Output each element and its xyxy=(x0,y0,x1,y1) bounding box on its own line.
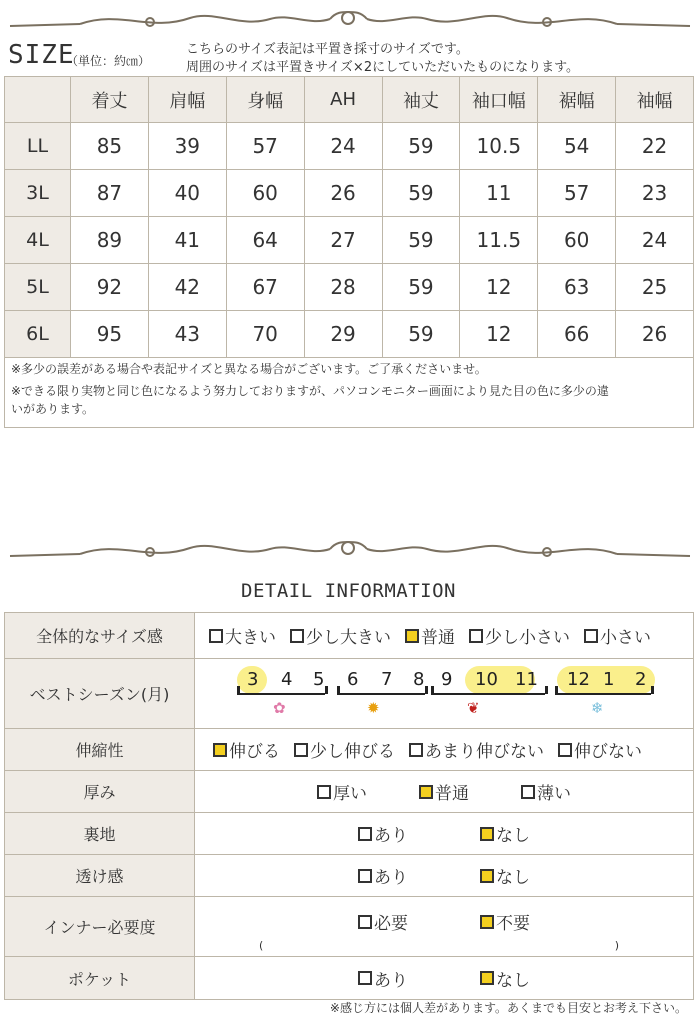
remark-line: ※できる限り実物と同じ色になるよう努力しておりますが、パソコンモニター画面により見た目の色に多少の違 xyxy=(11,384,609,398)
month-label: 4 xyxy=(281,669,293,690)
size-value: 12 xyxy=(460,264,538,311)
size-table xyxy=(4,76,694,358)
footer-note: ※感じ方には個人差があります。あくまでも目安とお考え下さい。 xyxy=(329,1001,687,1015)
checked-box-icon[interactable] xyxy=(480,869,494,883)
size-value: 42 xyxy=(148,264,226,311)
checked-box-icon[interactable] xyxy=(480,971,494,985)
size-value: 59 xyxy=(382,264,460,311)
size-value: 89 xyxy=(71,217,149,264)
paren-left: ( xyxy=(259,939,264,952)
size-row xyxy=(5,217,694,264)
size-value: 63 xyxy=(538,264,616,311)
size-value: 12 xyxy=(460,311,538,358)
detail-label: ポケット xyxy=(5,957,195,999)
option[interactable] xyxy=(358,966,408,991)
unchecked-box-icon[interactable] xyxy=(209,629,223,643)
option-label: 薄い xyxy=(537,784,571,804)
size-title: SIZE xyxy=(8,40,75,70)
detail-row xyxy=(4,658,694,728)
option-label: 少し大きい xyxy=(306,628,391,648)
size-value: 40 xyxy=(148,170,226,217)
size-label: LL xyxy=(5,123,71,170)
unchecked-box-icon[interactable] xyxy=(469,629,483,643)
size-value: 57 xyxy=(538,170,616,217)
remark-line: いがあります。 xyxy=(11,402,95,416)
month-label: 10 xyxy=(475,669,498,690)
option-label: なし xyxy=(496,868,530,888)
detail-row xyxy=(4,812,694,854)
season-tick xyxy=(337,686,340,694)
size-value: 27 xyxy=(304,217,382,264)
option-label: 必要 xyxy=(374,914,408,934)
detail-content xyxy=(195,659,693,728)
month-label: 8 xyxy=(413,669,425,690)
size-value: 59 xyxy=(382,311,460,358)
detail-content xyxy=(195,771,693,812)
detail-label: 厚み xyxy=(5,771,195,812)
unchecked-box-icon[interactable] xyxy=(521,785,535,799)
option[interactable] xyxy=(358,821,408,846)
size-value: 22 xyxy=(616,123,694,170)
size-value: 87 xyxy=(71,170,149,217)
size-value: 11 xyxy=(460,170,538,217)
detail-title: DETAIL INFORMATION xyxy=(241,580,456,602)
option-label: なし xyxy=(496,970,530,991)
size-label: 4L xyxy=(5,217,71,264)
size-value: 43 xyxy=(148,311,226,358)
option-label: なし xyxy=(496,826,530,846)
option[interactable] xyxy=(419,779,469,804)
size-unit: （単位：約㎝） xyxy=(66,54,151,68)
size-value: 60 xyxy=(226,170,304,217)
size-value: 95 xyxy=(71,311,149,358)
option[interactable] xyxy=(294,737,395,762)
size-value: 28 xyxy=(304,264,382,311)
middle-ornament xyxy=(0,534,697,564)
size-value: 29 xyxy=(304,311,382,358)
column-header: 着丈 xyxy=(71,77,149,123)
month-label: 3 xyxy=(247,669,259,690)
size-value: 92 xyxy=(71,264,149,311)
month-label: 9 xyxy=(441,669,453,690)
corner-cell xyxy=(5,77,71,123)
season-tick xyxy=(325,686,328,694)
option[interactable] xyxy=(317,779,367,804)
season-tick xyxy=(431,686,434,694)
detail-label: ベストシーズン(月) xyxy=(5,659,195,728)
size-value: 41 xyxy=(148,217,226,264)
column-header: 身幅 xyxy=(226,77,304,123)
detail-label: 裏地 xyxy=(5,813,195,854)
option-label: 伸びる xyxy=(229,742,280,762)
option-label: 伸びない xyxy=(574,742,642,762)
size-row xyxy=(5,311,694,358)
size-row xyxy=(5,170,694,217)
season-line xyxy=(555,693,651,695)
month-label: 5 xyxy=(313,669,325,690)
checked-box-icon[interactable] xyxy=(405,629,419,643)
unchecked-box-icon[interactable] xyxy=(290,629,304,643)
unchecked-box-icon[interactable] xyxy=(584,629,598,643)
size-note-2: 周囲のサイズは平置きサイズ×2にしていただいたものになります。 xyxy=(186,60,580,75)
column-header: AH xyxy=(304,77,382,123)
checked-box-icon[interactable] xyxy=(480,827,494,841)
option[interactable] xyxy=(405,623,455,648)
detail-content xyxy=(195,897,693,956)
option-label: あり xyxy=(374,868,408,888)
option[interactable] xyxy=(358,909,408,934)
column-header: 袖丈 xyxy=(382,77,460,123)
size-value: 59 xyxy=(382,170,460,217)
option-label: あり xyxy=(374,826,408,846)
season-line xyxy=(337,693,425,695)
month-label: 11 xyxy=(515,669,538,690)
size-value: 60 xyxy=(538,217,616,264)
paren-right: ) xyxy=(614,939,619,952)
detail-content xyxy=(195,957,693,999)
option-label: 少し伸びる xyxy=(310,742,395,762)
size-value: 23 xyxy=(616,170,694,217)
size-value: 64 xyxy=(226,217,304,264)
detail-row xyxy=(4,854,694,896)
season-tick xyxy=(425,686,428,694)
option-label: あまり伸びない xyxy=(425,742,544,762)
size-value: 54 xyxy=(538,123,616,170)
option[interactable] xyxy=(558,737,642,762)
checked-box-icon[interactable] xyxy=(213,743,227,757)
detail-content xyxy=(195,855,693,896)
option[interactable] xyxy=(469,623,570,648)
size-label: 6L xyxy=(5,311,71,358)
option-label: 小さい xyxy=(600,628,651,648)
size-remarks xyxy=(4,354,694,428)
unchecked-box-icon[interactable] xyxy=(358,869,372,883)
size-value: 26 xyxy=(304,170,382,217)
size-value: 70 xyxy=(226,311,304,358)
option-label: 普通 xyxy=(421,628,455,648)
unchecked-box-icon[interactable] xyxy=(558,743,572,757)
option[interactable] xyxy=(209,623,276,648)
month-label: 7 xyxy=(381,669,393,690)
detail-label: インナー必要度 xyxy=(5,897,195,956)
size-table-header-row xyxy=(5,77,694,123)
option[interactable] xyxy=(521,779,571,804)
detail-row xyxy=(4,728,694,770)
detail-label: 全体的なサイズ感 xyxy=(5,613,195,658)
season-line xyxy=(237,693,325,695)
column-header: 袖幅 xyxy=(616,77,694,123)
season-timeline xyxy=(195,659,693,728)
size-value: 66 xyxy=(538,311,616,358)
unchecked-box-icon[interactable] xyxy=(358,827,372,841)
snowflake-icon: ❄ xyxy=(591,699,604,717)
unchecked-box-icon[interactable] xyxy=(409,743,423,757)
option[interactable] xyxy=(480,909,530,934)
option[interactable] xyxy=(290,623,391,648)
option[interactable] xyxy=(480,966,530,991)
option[interactable] xyxy=(480,863,530,888)
size-label: 5L xyxy=(5,264,71,311)
unchecked-box-icon[interactable] xyxy=(358,971,372,985)
size-value: 10.5 xyxy=(460,123,538,170)
detail-label: 透け感 xyxy=(5,855,195,896)
size-row xyxy=(5,123,694,170)
size-value: 59 xyxy=(382,217,460,264)
season-tick xyxy=(545,686,548,694)
top-ornament xyxy=(0,4,697,34)
maple-leaf-icon: ❦ xyxy=(467,699,480,717)
size-value: 11.5 xyxy=(460,217,538,264)
option-label: あり xyxy=(374,970,408,991)
season-tick xyxy=(237,686,240,694)
size-value: 57 xyxy=(226,123,304,170)
detail-content xyxy=(195,729,693,770)
sunflower-icon: ✹ xyxy=(367,699,380,717)
option[interactable] xyxy=(584,623,651,648)
size-value: 59 xyxy=(382,123,460,170)
size-value: 39 xyxy=(148,123,226,170)
remark-line: ※多少の誤差がある場合や表記サイズと異なる場合がございます。ご了承くださいませ。 xyxy=(11,362,487,376)
size-value: 24 xyxy=(616,217,694,264)
option[interactable] xyxy=(480,821,530,846)
size-value: 25 xyxy=(616,264,694,311)
month-label: 6 xyxy=(347,669,359,690)
month-label: 12 xyxy=(567,669,590,690)
detail-content xyxy=(195,813,693,854)
option[interactable] xyxy=(213,737,280,762)
option-label: 不要 xyxy=(496,914,530,934)
option[interactable] xyxy=(409,737,544,762)
season-line xyxy=(431,693,545,695)
checked-box-icon[interactable] xyxy=(419,785,433,799)
size-note-1: こちらのサイズ表記は平置き採寸のサイズです。 xyxy=(186,42,469,57)
column-header: 肩幅 xyxy=(148,77,226,123)
month-label: 1 xyxy=(603,669,615,690)
detail-row xyxy=(4,896,694,956)
size-value: 26 xyxy=(616,311,694,358)
checked-box-icon[interactable] xyxy=(480,915,494,929)
option-label: 厚い xyxy=(333,784,367,804)
detail-content xyxy=(195,613,693,658)
detail-row xyxy=(4,770,694,812)
season-tick xyxy=(651,686,654,694)
size-value: 24 xyxy=(304,123,382,170)
detail-label: 伸縮性 xyxy=(5,729,195,770)
option-label: 少し小さい xyxy=(485,628,570,648)
month-label: 2 xyxy=(635,669,647,690)
unchecked-box-icon[interactable] xyxy=(317,785,331,799)
sakura-icon: ✿ xyxy=(273,699,286,717)
detail-row xyxy=(4,956,694,1000)
option-label: 大きい xyxy=(225,628,276,648)
unchecked-box-icon[interactable] xyxy=(358,915,372,929)
size-header xyxy=(8,38,697,75)
size-value: 67 xyxy=(226,264,304,311)
option[interactable] xyxy=(358,863,408,888)
detail-table xyxy=(4,612,694,1000)
column-header: 裾幅 xyxy=(538,77,616,123)
size-value: 85 xyxy=(71,123,149,170)
size-row xyxy=(5,264,694,311)
unchecked-box-icon[interactable] xyxy=(294,743,308,757)
season-tick xyxy=(555,686,558,694)
option-label: 普通 xyxy=(435,784,469,804)
column-header: 袖口幅 xyxy=(460,77,538,123)
size-label: 3L xyxy=(5,170,71,217)
detail-row xyxy=(4,612,694,658)
